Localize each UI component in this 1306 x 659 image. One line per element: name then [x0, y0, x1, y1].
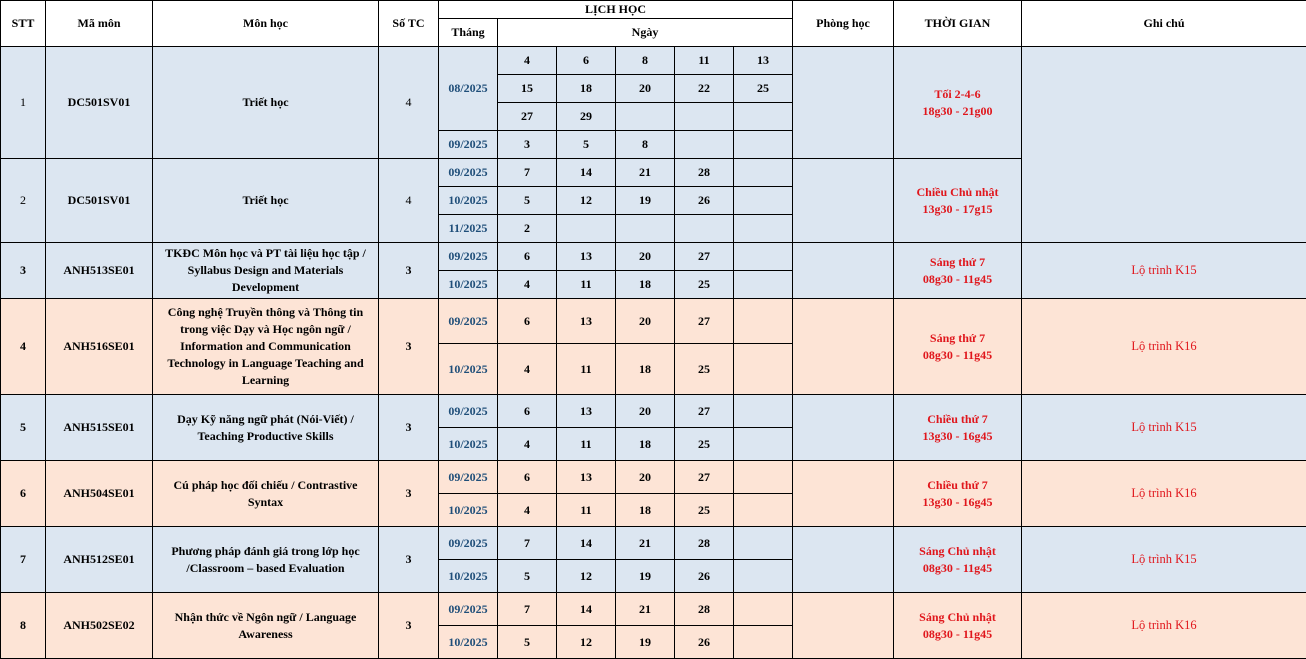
header-day: Ngày [498, 19, 793, 47]
schedule-day: 6 [498, 299, 557, 344]
time-cell [894, 461, 1022, 527]
schedule-month: 10/2025 [439, 626, 498, 659]
schedule-day: 15 [498, 75, 557, 103]
course-credits: 3 [379, 461, 439, 527]
schedule-day: 13 [557, 243, 616, 271]
schedule-day: 25 [675, 428, 734, 461]
course-credits: 3 [379, 243, 439, 299]
schedule-day: 25 [675, 271, 734, 299]
time-range: 18g30 - 21g00 [896, 103, 1019, 120]
schedule-day: 20 [616, 243, 675, 271]
time-label: Sáng thứ 7 [896, 330, 1019, 347]
header-note: Ghi chú [1022, 1, 1306, 47]
schedule-day: 4 [498, 494, 557, 527]
row-stt: 1 [1, 47, 46, 159]
course-code: ANH516SE01 [46, 299, 153, 395]
room-cell [793, 461, 894, 527]
course-code: ANH515SE01 [46, 395, 153, 461]
schedule-day [734, 395, 793, 428]
room-cell [793, 527, 894, 593]
schedule-month: 08/2025 [439, 47, 498, 131]
course-name: Triết học [153, 159, 379, 243]
schedule-row [1, 527, 1306, 560]
schedule-month: 10/2025 [439, 428, 498, 461]
time-label: Sáng Chủ nhật [896, 609, 1019, 626]
schedule-day: 12 [557, 187, 616, 215]
schedule-day: 11 [557, 428, 616, 461]
schedule-day [734, 299, 793, 344]
schedule-day: 11 [557, 271, 616, 299]
course-name: Cú pháp học đối chiếu / Contrastive Syntax [153, 461, 379, 527]
schedule-day: 25 [675, 494, 734, 527]
schedule-day: 11 [557, 344, 616, 395]
course-code: ANH512SE01 [46, 527, 153, 593]
course-credits: 3 [379, 527, 439, 593]
schedule-day: 27 [675, 243, 734, 271]
room-cell [793, 47, 894, 159]
schedule-day [557, 215, 616, 243]
note-cell: Lộ trình K16 [1022, 299, 1306, 395]
schedule-day: 4 [498, 428, 557, 461]
schedule-day: 21 [616, 593, 675, 626]
schedule-day: 20 [616, 395, 675, 428]
schedule-day: 21 [616, 527, 675, 560]
schedule-row [1, 299, 1306, 344]
schedule-day: 5 [498, 560, 557, 593]
schedule-day: 14 [557, 159, 616, 187]
schedule-day [734, 103, 793, 131]
schedule-day: 18 [616, 494, 675, 527]
time-range: 13g30 - 16g45 [896, 428, 1019, 445]
note-cell: Lộ trình K15 [1022, 527, 1306, 593]
schedule-month: 10/2025 [439, 494, 498, 527]
schedule-day [734, 461, 793, 494]
schedule-month: 09/2025 [439, 461, 498, 494]
course-code: ANH513SE01 [46, 243, 153, 299]
schedule-day [734, 215, 793, 243]
header-stt: STT [1, 1, 46, 47]
time-label: Sáng Chủ nhật [896, 543, 1019, 560]
row-stt: 2 [1, 159, 46, 243]
schedule-month: 10/2025 [439, 271, 498, 299]
header-room: Phòng học [793, 1, 894, 47]
schedule-day [734, 560, 793, 593]
schedule-day: 13 [557, 299, 616, 344]
schedule-day: 19 [616, 626, 675, 659]
row-stt: 7 [1, 527, 46, 593]
schedule-day: 7 [498, 159, 557, 187]
course-code: DC501SV01 [46, 159, 153, 243]
schedule-day: 19 [616, 560, 675, 593]
schedule-day [734, 494, 793, 527]
time-cell [894, 527, 1022, 593]
schedule-body [1, 47, 1306, 659]
row-stt: 8 [1, 593, 46, 659]
course-name: Công nghệ Truyền thông và Thông tin trong việc Dạy và Học ngôn ngữ / Information and Communication Technology in Language Teaching and Learning [153, 299, 379, 395]
schedule-day: 27 [675, 395, 734, 428]
time-cell [894, 47, 1022, 159]
schedule-month: 09/2025 [439, 527, 498, 560]
schedule-day: 14 [557, 593, 616, 626]
schedule-month: 10/2025 [439, 187, 498, 215]
schedule-day: 26 [675, 560, 734, 593]
schedule-day: 5 [557, 131, 616, 159]
row-stt: 4 [1, 299, 46, 395]
time-range: 08g30 - 11g45 [896, 347, 1019, 364]
time-label: Sáng thứ 7 [896, 254, 1019, 271]
schedule-day [616, 103, 675, 131]
time-label: Chiều thứ 7 [896, 411, 1019, 428]
schedule-day: 21 [616, 159, 675, 187]
time-label: Chiều Chủ nhật [896, 184, 1019, 201]
schedule-day: 11 [675, 47, 734, 75]
schedule-day: 18 [616, 344, 675, 395]
schedule-day: 27 [498, 103, 557, 131]
time-label: Chiều thứ 7 [896, 477, 1019, 494]
schedule-day: 7 [498, 593, 557, 626]
row-stt: 6 [1, 461, 46, 527]
schedule-day [734, 243, 793, 271]
schedule-day: 4 [498, 47, 557, 75]
schedule-day: 28 [675, 527, 734, 560]
course-credits: 3 [379, 395, 439, 461]
time-range: 08g30 - 11g45 [896, 560, 1019, 577]
schedule-row [1, 47, 1306, 75]
schedule-day: 6 [498, 395, 557, 428]
schedule-day [616, 215, 675, 243]
course-credits: 4 [379, 159, 439, 243]
schedule-day: 20 [616, 299, 675, 344]
schedule-day: 11 [557, 494, 616, 527]
time-range: 13g30 - 17g15 [896, 201, 1019, 218]
schedule-day [734, 187, 793, 215]
schedule-day [734, 271, 793, 299]
schedule-day: 20 [616, 461, 675, 494]
schedule-month: 09/2025 [439, 299, 498, 344]
time-cell [894, 593, 1022, 659]
time-cell [894, 243, 1022, 299]
schedule-day [734, 593, 793, 626]
time-cell [894, 159, 1022, 243]
schedule-day: 6 [498, 461, 557, 494]
time-label: Tối 2-4-6 [896, 86, 1019, 103]
schedule-day: 13 [557, 395, 616, 428]
schedule-day: 7 [498, 527, 557, 560]
schedule-day: 12 [557, 626, 616, 659]
schedule-day: 8 [616, 47, 675, 75]
schedule-day: 18 [557, 75, 616, 103]
time-range: 08g30 - 11g45 [896, 271, 1019, 288]
course-credits: 3 [379, 593, 439, 659]
schedule-day [734, 527, 793, 560]
schedule-day: 25 [675, 344, 734, 395]
schedule-day: 12 [557, 560, 616, 593]
header-time: THỜI GIAN [894, 1, 1022, 47]
schedule-day [734, 626, 793, 659]
course-name: Phương pháp đánh giá trong lớp học /Classroom – based Evaluation [153, 527, 379, 593]
schedule-month: 09/2025 [439, 131, 498, 159]
course-name: Nhận thức về Ngôn ngữ / Language Awareness [153, 593, 379, 659]
schedule-day [734, 344, 793, 395]
schedule-day: 5 [498, 626, 557, 659]
schedule-day: 22 [675, 75, 734, 103]
note-cell: Lộ trình K16 [1022, 593, 1306, 659]
schedule-day: 2 [498, 215, 557, 243]
header-month: Tháng [439, 19, 498, 47]
room-cell [793, 159, 894, 243]
schedule-row [1, 593, 1306, 626]
schedule-month: 09/2025 [439, 159, 498, 187]
schedule-day: 26 [675, 187, 734, 215]
time-cell [894, 395, 1022, 461]
header-subject: Môn học [153, 1, 379, 47]
schedule-day: 5 [498, 187, 557, 215]
schedule-day [734, 428, 793, 461]
schedule-month: 10/2025 [439, 344, 498, 395]
room-cell [793, 593, 894, 659]
schedule-day: 27 [675, 299, 734, 344]
room-cell [793, 243, 894, 299]
schedule-day: 18 [616, 428, 675, 461]
schedule-day: 13 [734, 47, 793, 75]
time-range: 08g30 - 11g45 [896, 626, 1019, 643]
schedule-month: 09/2025 [439, 593, 498, 626]
course-name: Triết học [153, 47, 379, 159]
schedule-day: 26 [675, 626, 734, 659]
schedule-day: 29 [557, 103, 616, 131]
schedule-day [734, 159, 793, 187]
header-code: Mã môn [46, 1, 153, 47]
schedule-month: 09/2025 [439, 243, 498, 271]
schedule-month: 11/2025 [439, 215, 498, 243]
schedule-day [675, 103, 734, 131]
schedule-day: 25 [734, 75, 793, 103]
time-cell [894, 299, 1022, 395]
schedule-day: 19 [616, 187, 675, 215]
schedule-day: 8 [616, 131, 675, 159]
header-credits: Số TC [379, 1, 439, 47]
schedule-day [734, 131, 793, 159]
schedule-day: 6 [557, 47, 616, 75]
schedule-day: 3 [498, 131, 557, 159]
note-cell: Lộ trình K15 [1022, 395, 1306, 461]
schedule-day: 28 [675, 593, 734, 626]
course-code: ANH502SE02 [46, 593, 153, 659]
schedule-day [675, 215, 734, 243]
room-cell [793, 299, 894, 395]
schedule-month: 10/2025 [439, 560, 498, 593]
schedule-day: 13 [557, 461, 616, 494]
schedule-month: 09/2025 [439, 395, 498, 428]
schedule-day: 28 [675, 159, 734, 187]
schedule-row [1, 395, 1306, 428]
schedule-day: 18 [616, 271, 675, 299]
schedule-day: 20 [616, 75, 675, 103]
course-name: Dạy Kỹ năng ngữ phát (Nói-Viết) / Teaching Productive Skills [153, 395, 379, 461]
note-cell [1022, 47, 1306, 243]
note-cell: Lộ trình K16 [1022, 461, 1306, 527]
course-code: DC501SV01 [46, 47, 153, 159]
header-schedule: LỊCH HỌC [439, 1, 793, 19]
schedule-row [1, 461, 1306, 494]
schedule-day: 4 [498, 271, 557, 299]
row-stt: 3 [1, 243, 46, 299]
schedule-row [1, 243, 1306, 271]
schedule-day [675, 131, 734, 159]
course-code: ANH504SE01 [46, 461, 153, 527]
schedule-day: 6 [498, 243, 557, 271]
room-cell [793, 395, 894, 461]
schedule-day: 14 [557, 527, 616, 560]
schedule-day: 4 [498, 344, 557, 395]
course-name: TKĐC Môn học và PT tài liệu học tập / Syllabus Design and Materials Development [153, 243, 379, 299]
row-stt: 5 [1, 395, 46, 461]
course-credits: 4 [379, 47, 439, 159]
time-range: 13g30 - 16g45 [896, 494, 1019, 511]
note-cell: Lộ trình K15 [1022, 243, 1306, 299]
course-credits: 3 [379, 299, 439, 395]
schedule-day: 27 [675, 461, 734, 494]
